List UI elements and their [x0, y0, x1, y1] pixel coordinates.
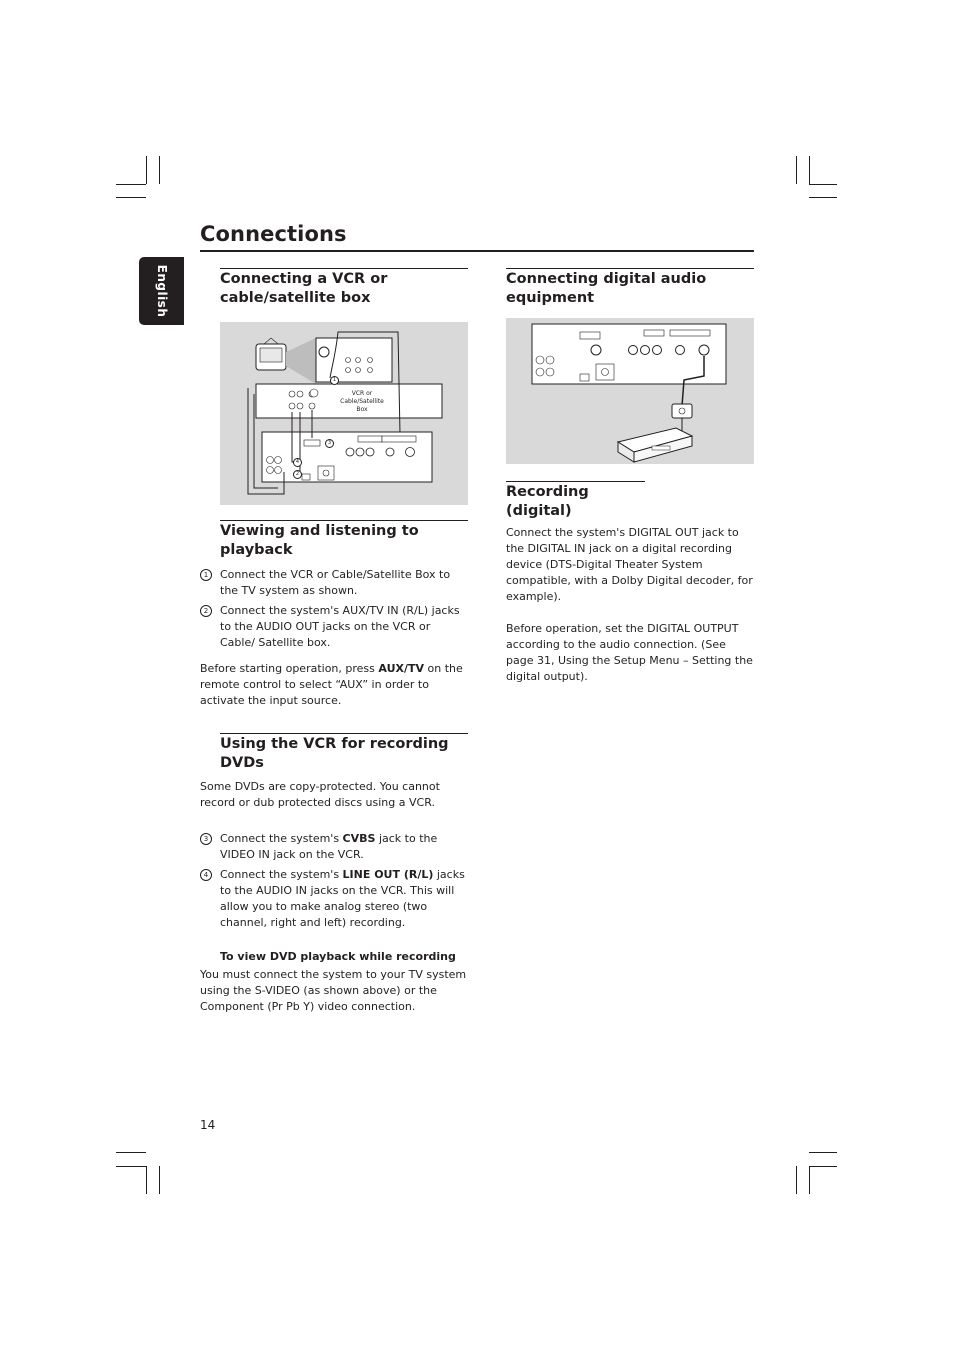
digital-diagram-svg	[506, 318, 754, 464]
step-number-3: 3	[200, 833, 212, 845]
figure-device-label: VCR or Cable/Satellite Box	[340, 390, 384, 413]
note-text: Before starting operation, press	[200, 662, 379, 675]
step-text: Connect the system's	[220, 832, 343, 845]
line-out-jacks: LINE OUT (R/L)	[342, 868, 434, 881]
digital-section-title: Connecting digital audio equipment	[506, 268, 754, 308]
language-tab	[139, 257, 184, 325]
step-text: jacks to the AUDIO IN jacks on the VCR. This will allow you to make analog stereo (two channel, right and left) recording.	[220, 868, 465, 929]
viewing-step-2	[200, 603, 468, 651]
crop-mark	[116, 184, 146, 185]
crop-mark	[796, 156, 797, 184]
recording-digital-para-1: Connect the system's DIGITAL OUT jack to the DIGITAL IN jack on a digital recording device (DTS-Digital Theater System compatible, with a Dolby Digital decoder, for example).	[506, 526, 753, 603]
vcr-back-panel-icon	[316, 338, 392, 382]
crop-mark	[159, 156, 160, 184]
crop-mark	[146, 156, 147, 184]
crop-mark	[809, 1152, 837, 1153]
page-number: 14	[200, 1118, 216, 1132]
view-while-recording-text: You must connect the system to your TV system using the S-VIDEO (as shown above) or the Component (Pr Pb Y) video connection.	[200, 968, 467, 1013]
aux-tv-note	[200, 661, 468, 709]
cvbs-jack: CVBS	[342, 832, 376, 845]
digital-connection-diagram	[506, 318, 754, 464]
viewing-section-title: Viewing and listening to playback	[220, 520, 468, 560]
recording-digital-title: Recording (digital)	[506, 481, 645, 521]
crop-mark	[116, 197, 146, 198]
vcr-connection-diagram	[220, 322, 468, 505]
note-text: on the remote control to select “AUX” in order to activate the input source.	[200, 662, 463, 707]
system-back-panel-icon	[532, 324, 726, 384]
view-while-recording-heading: To view DVD playback while recording	[220, 950, 456, 963]
page-title: Connections	[200, 222, 754, 252]
step-number-2: 2	[200, 605, 212, 617]
left-column	[200, 268, 468, 1015]
vcr-section-title: Connecting a VCR or cable/satellite box	[220, 268, 468, 308]
crop-mark	[809, 197, 837, 198]
step-text: jack to the VIDEO IN jack on the VCR.	[220, 832, 438, 861]
figure-callout-1: 1	[330, 376, 339, 385]
crop-mark	[809, 1166, 837, 1167]
crop-mark	[159, 1166, 160, 1194]
step-text: Connect the system's AUX/TV IN (R/L) jacks to the AUDIO OUT jacks on the VCR or Cable/ Satellite box.	[220, 604, 460, 649]
language-tab-label: English	[154, 264, 169, 318]
aux-tv-key: AUX/TV	[378, 662, 425, 675]
crop-mark	[796, 1166, 797, 1194]
figure-callout-2: 2	[293, 470, 302, 479]
digital-recorder-icon	[618, 428, 692, 462]
right-column	[506, 268, 754, 685]
crop-mark	[146, 1166, 147, 1194]
recording-section-title: Using the VCR for recording DVDs	[220, 733, 468, 773]
crop-mark	[809, 1166, 810, 1194]
viewing-step-1	[200, 567, 468, 599]
crop-mark	[809, 184, 837, 185]
step-text: Connect the VCR or Cable/Satellite Box to the TV system as shown.	[220, 568, 451, 597]
crop-mark	[116, 1166, 146, 1167]
system-back-panel-icon	[262, 432, 432, 482]
recording-step-3	[200, 831, 468, 863]
tv-icon	[256, 338, 286, 370]
recording-step-4	[200, 867, 468, 931]
step-number-1: 1	[200, 569, 212, 581]
recording-digital-para-2: Before operation, set the DIGITAL OUTPUT according to the audio connection. (See page 31, Using the Setup Menu – Setting the digital output).	[506, 622, 753, 683]
crop-mark	[809, 156, 810, 184]
step-text: Connect the system's	[220, 868, 343, 881]
figure-callout-4: 4	[293, 458, 302, 467]
figure-callout-3: 3	[325, 439, 334, 448]
crop-mark	[116, 1152, 146, 1153]
copy-protection-note: Some DVDs are copy-protected. You cannot record or dub protected discs using a VCR.	[200, 780, 440, 809]
step-number-4: 4	[200, 869, 212, 881]
